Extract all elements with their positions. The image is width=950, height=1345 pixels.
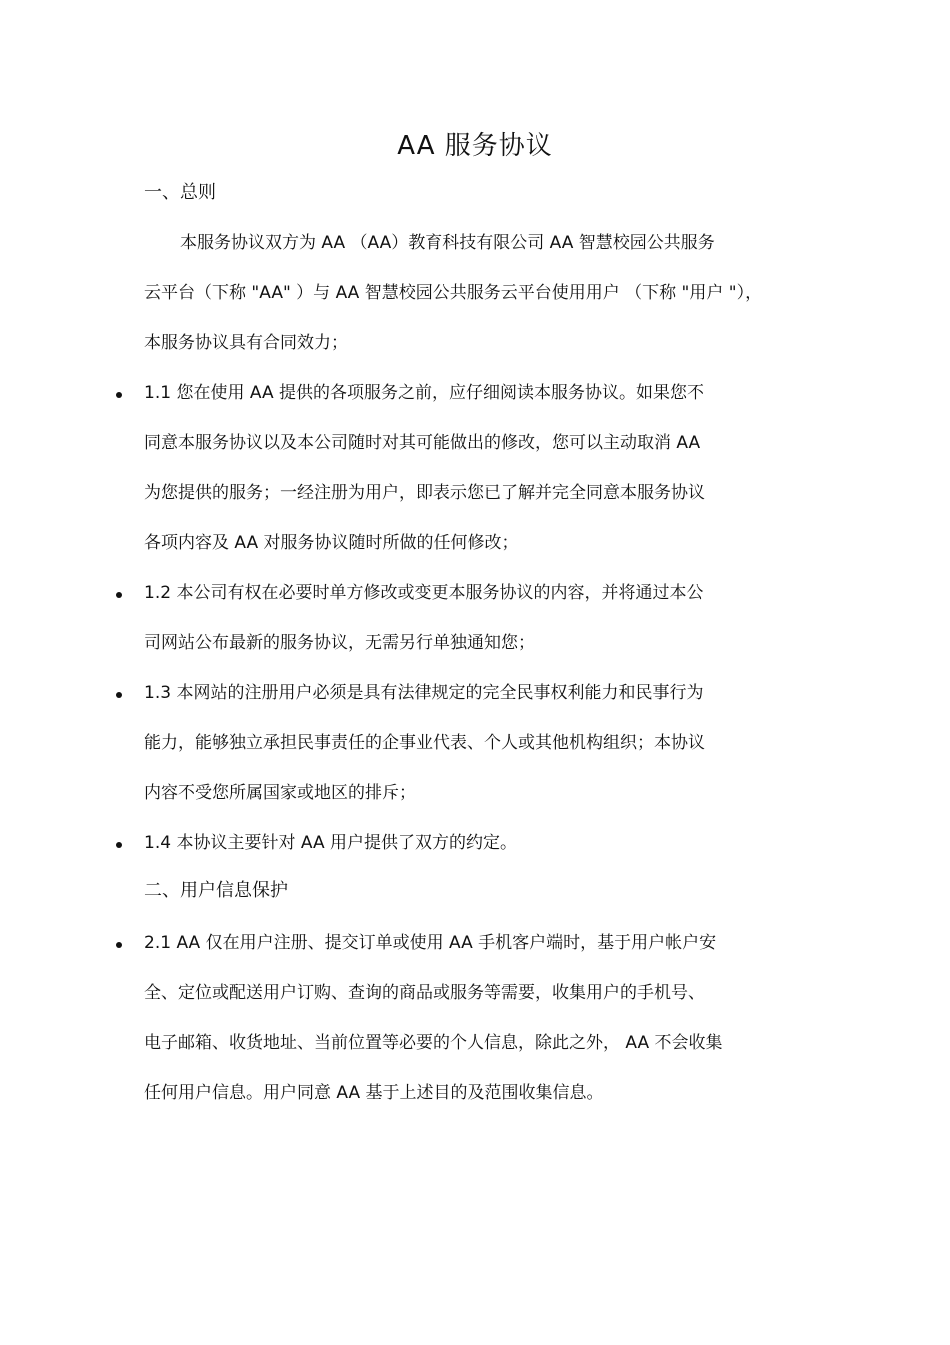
bullet-icon: [116, 392, 122, 398]
clause-line: 任何用户信息。用户同意 AA 基于上述目的及范围收集信息。: [144, 1083, 604, 1103]
bullet-icon: [116, 692, 122, 698]
document-title: AA 服务协议: [397, 131, 553, 161]
clause-line: 1.3 本网站的注册用户必须是具有法律规定的完全民事权利能力和民事行为: [144, 683, 704, 703]
clause-line: 电子邮箱、收货地址、当前位置等必要的个人信息，除此之外， AA 不会收集: [144, 1033, 723, 1053]
clause-line: 能力，能够独立承担民事责任的企事业代表、个人或其他机构组织；本协议: [144, 733, 705, 753]
clause-line: 内容不受您所属国家或地区的排斥；: [144, 783, 416, 803]
intro-line: 云平台（下称 "AA" ）与 AA 智慧校园公共服务云平台使用用户 （下称 "用户 "），: [144, 283, 763, 303]
bullet-icon: [116, 592, 122, 598]
bullet-icon: [116, 842, 122, 848]
clause-line: 为您提供的服务；一经注册为用户，即表示您已了解并完全同意本服务协议: [144, 483, 705, 503]
clause-line: 同意本服务协议以及本公司随时对其可能做出的修改，您可以主动取消 AA: [144, 433, 701, 453]
intro-line: 本服务协议双方为 AA （AA）教育科技有限公司 AA 智慧校园公共服务: [180, 233, 715, 253]
clause-line: 1.2 本公司有权在必要时单方修改或变更本服务协议的内容，并将通过本公: [144, 583, 704, 603]
section-heading-general: 一、总则: [144, 182, 216, 203]
clause-line: 2.1 AA 仅在用户注册、提交订单或使用 AA 手机客户端时，基于用户帐户安: [144, 933, 717, 953]
clause-line: 全、定位或配送用户订购、查询的商品或服务等需要，收集用户的手机号、: [144, 983, 705, 1003]
clause-line: 司网站公布最新的服务协议，无需另行单独通知您；: [144, 633, 535, 653]
clause-line: 1.4 本协议主要针对 AA 用户提供了双方的约定。: [144, 833, 517, 853]
clause-line: 各项内容及 AA 对服务协议随时所做的任何修改；: [144, 533, 519, 553]
bullet-icon: [116, 942, 122, 948]
intro-line: 本服务协议具有合同效力；: [144, 333, 348, 353]
clause-line: 1.1 您在使用 AA 提供的各项服务之前，应仔细阅读本服务协议。如果您不: [144, 383, 704, 403]
section-heading-privacy: 二、用户信息保护: [144, 880, 288, 901]
